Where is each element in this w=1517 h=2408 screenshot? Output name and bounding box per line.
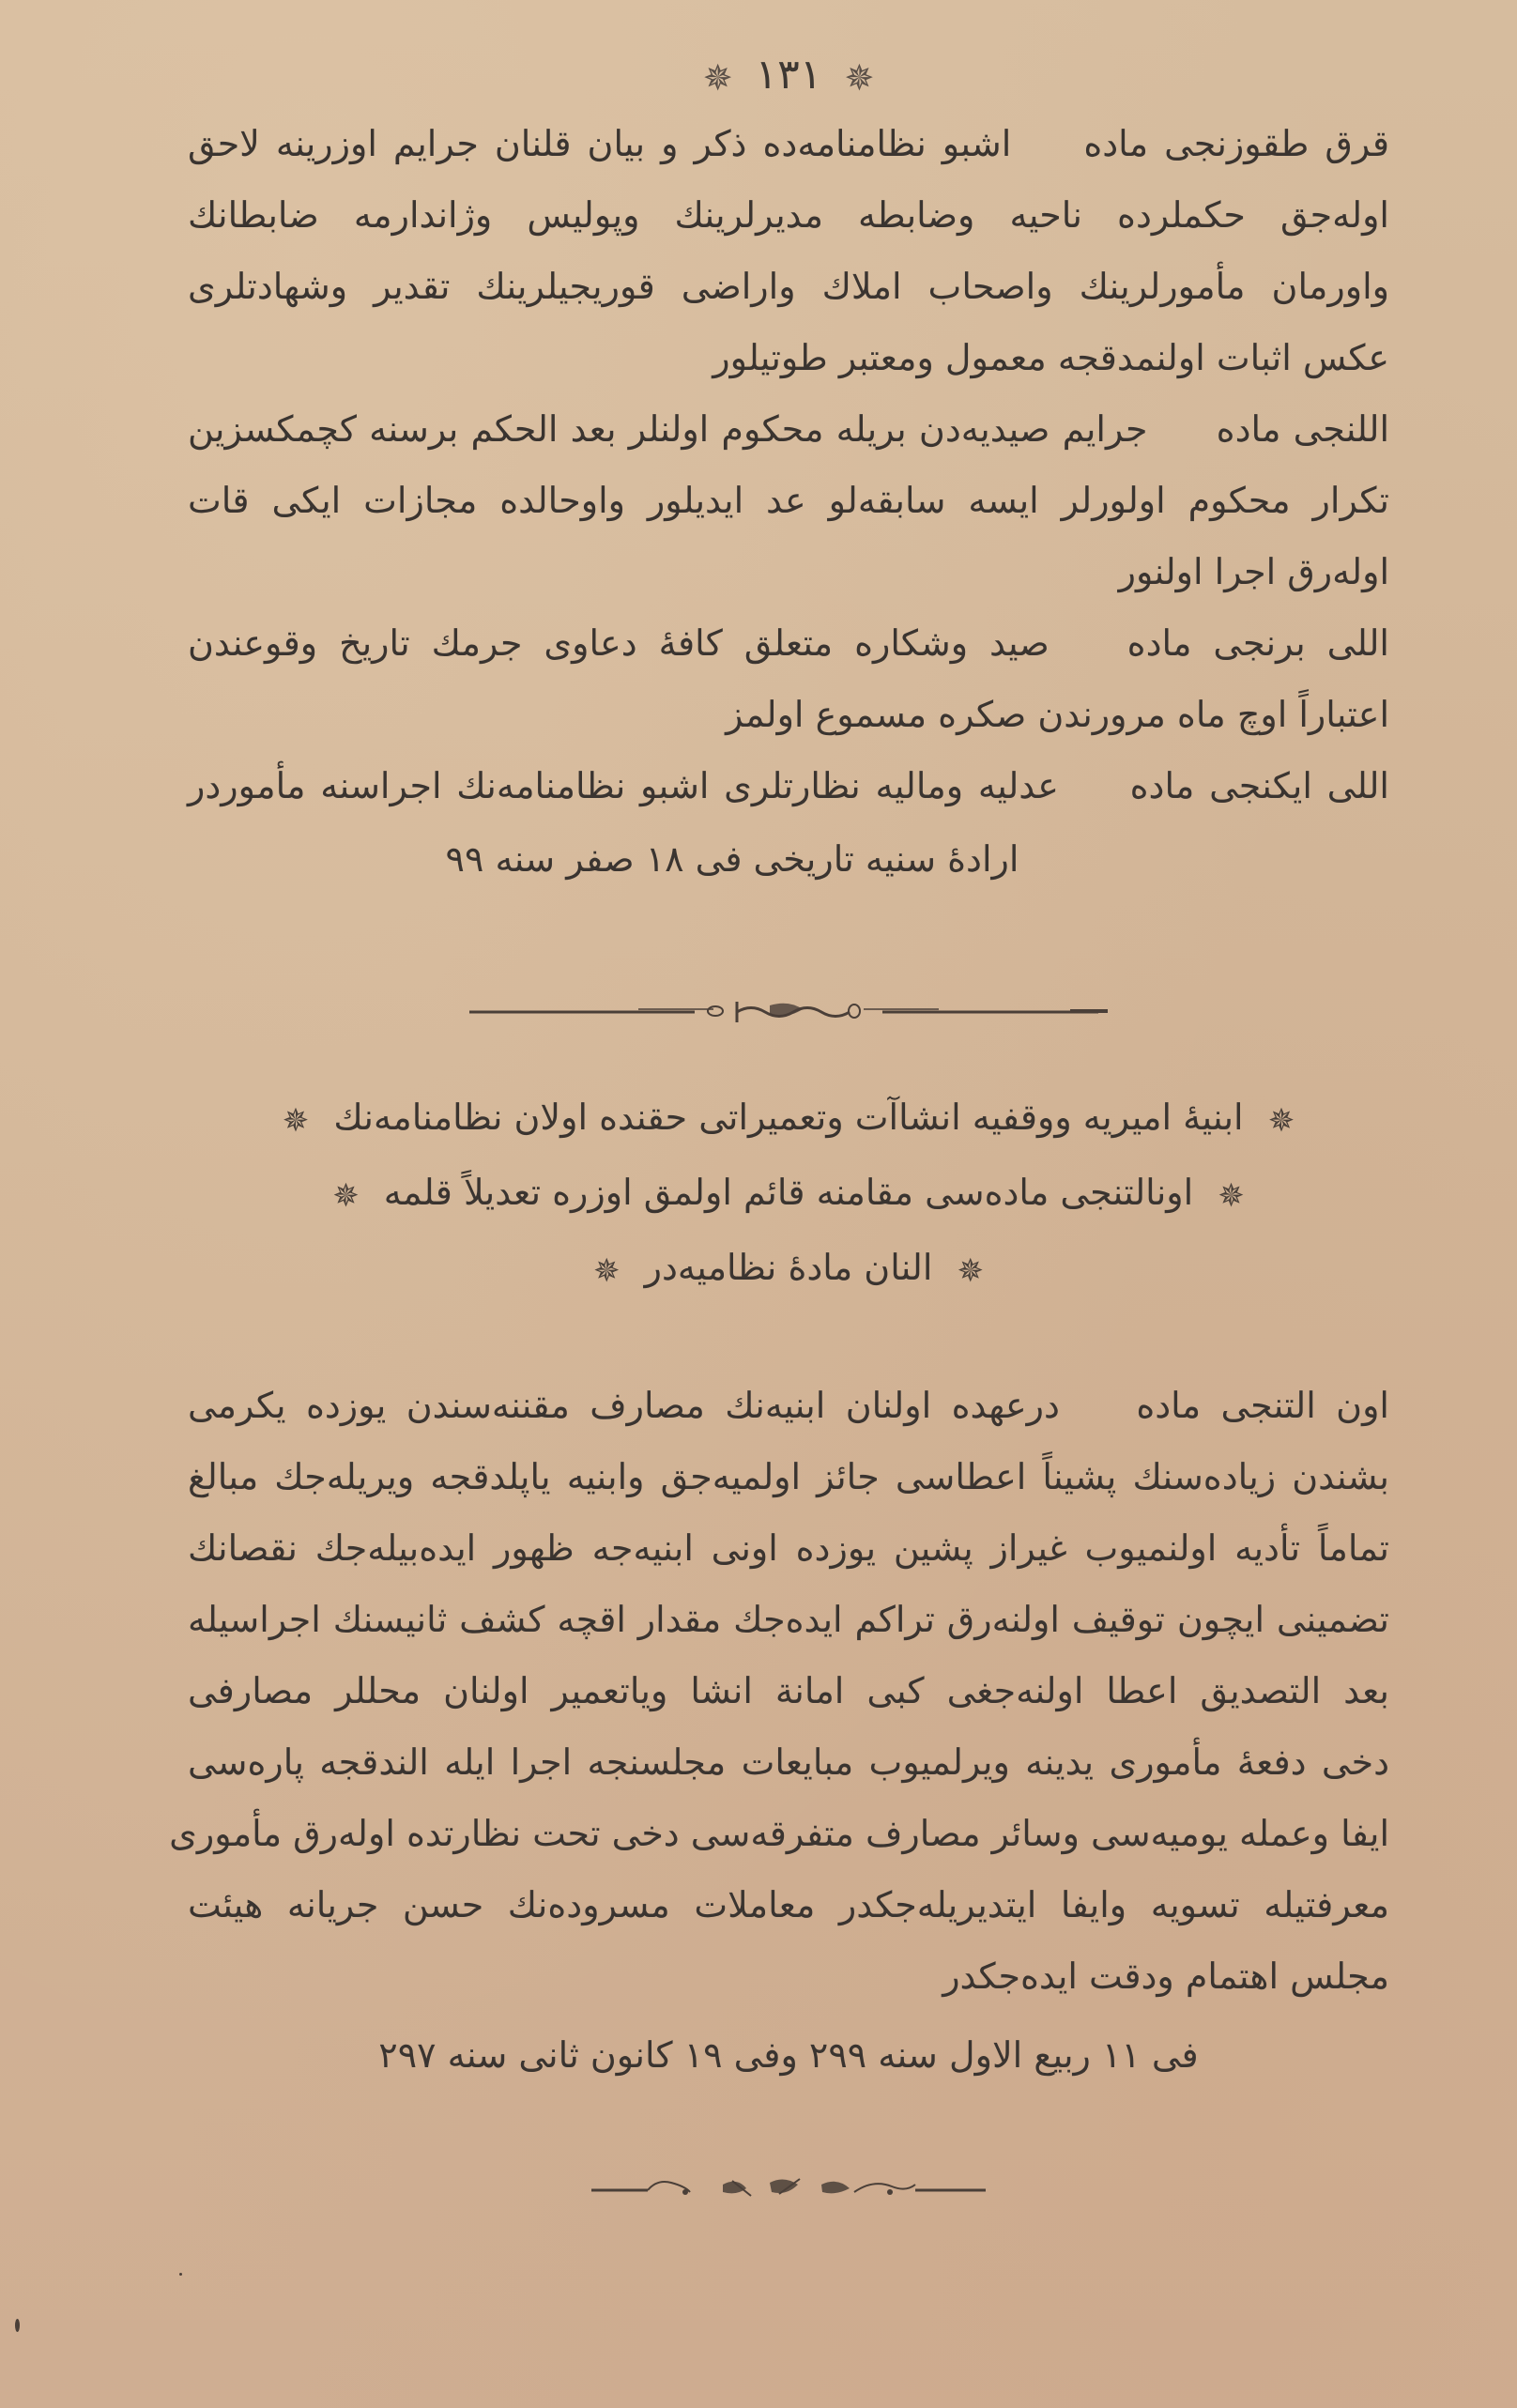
heading-text: اونالتنجی ماده‌سی مقامنه قائم اولمق اوزره تعدیلاً قلمه	[383, 1172, 1194, 1213]
heading-line-1	[188, 1089, 1389, 1155]
article-text: تماماً تأدیه اولنمیوب غیراز پشین یوزده اونی ابنیه‌جه ظهور ایده‌بیله‌جك نقصانك	[188, 1527, 1389, 1569]
enactment-date-text: فی ١١ ربیع الاول سنه ٢٩٩ وفی ١٩ کانون ثانی سنه ٢٩٧	[378, 2034, 1199, 2076]
star-ornament-icon: ✵	[1267, 1101, 1295, 1140]
scan-speck	[179, 2273, 182, 2276]
article-16-line-4	[188, 1592, 1389, 1649]
article-49-line-3	[188, 259, 1389, 315]
article-49-line-4	[188, 330, 1389, 387]
floral-rule-icon	[591, 2171, 986, 2200]
star-ornament-icon: ✵	[332, 1176, 360, 1215]
decree-date-text: ارادهٔ سنیه تاریخی فی ١٨ صفر سنه ٩٩	[445, 838, 1019, 880]
article-text: اعتباراً اوچ ماه مرورندن صکره مسموع اولمز	[726, 694, 1389, 735]
article-text: ایفا وعمله یومیه‌سی وسائر مصارف متفرقه‌سی دخی تحت نظارتده اوله‌رق مأموری	[169, 1813, 1389, 1854]
article-text: تضمینی ایچون توقیف اولنه‌رق تراکم ایده‌جك مقدار اقچه کشف ثانیسنك اجراسیله	[188, 1599, 1389, 1640]
article-label: اللی برنجی ماده	[1126, 622, 1389, 664]
article-16-line-5	[188, 1664, 1389, 1720]
star-ornament-icon: ✵	[844, 56, 875, 99]
article-text: درعهده اولنان ابنیه‌نك مصارف مقننه‌سندن یوزده یکرمی	[188, 1385, 1060, 1426]
heading-line-3	[188, 1239, 1389, 1305]
article-49-line-2	[188, 188, 1389, 244]
article-label: اللنجی ماده	[1216, 408, 1389, 450]
page-number: ١٣١	[755, 51, 822, 99]
article-16-line-2	[188, 1449, 1389, 1506]
ornamental-rule-icon	[469, 998, 1108, 1026]
article-52-line-1	[188, 759, 1389, 815]
article-16-line-9	[188, 1949, 1389, 2005]
ornamental-divider	[188, 993, 1389, 1031]
article-label: اللی ایکنجی ماده	[1129, 765, 1389, 806]
article-text: مجلس اهتمام ودقت ایده‌جکدر	[942, 1956, 1389, 1997]
article-text: دخی دفعهٔ مأموری یدینه ویرلمیوب مبایعات مجلسنجه اجرا ایله الندقجه پاره‌سی	[188, 1741, 1389, 1783]
article-16-line-6	[188, 1735, 1389, 1791]
heading-text: النان مادهٔ نظامیه‌در	[644, 1247, 933, 1288]
article-50-line-2	[188, 473, 1389, 529]
article-50-line-1	[188, 402, 1389, 458]
star-ornament-icon: ✵	[1218, 1176, 1245, 1215]
star-ornament-icon: ✵	[593, 1251, 621, 1290]
star-ornament-icon: ✵	[702, 56, 733, 99]
article-50-line-3	[188, 544, 1389, 601]
article-text: بشندن زیاده‌سنك پشیناً اعطاسی جائز اولمیه‌جق وابنیه یاپلدقجه ویریله‌جك مبالغ	[188, 1456, 1389, 1497]
floral-divider	[188, 2167, 1389, 2204]
enactment-date	[188, 2028, 1389, 2084]
heading-line-2	[188, 1164, 1389, 1230]
article-text: عدلیه ومالیه نظارتلری اشبو نظامنامه‌نك اجراسنه مأموردر	[188, 765, 1059, 806]
page-number-header	[188, 38, 1389, 115]
article-text: بعد التصدیق اعطا اولنه‌جغی کبی امانة انشا ویاتعمیر اولنان محللر مصارفی	[188, 1670, 1389, 1711]
article-label: اون التنجی ماده	[1136, 1385, 1389, 1426]
article-label: قرق طقوزنجی ماده	[1083, 123, 1389, 164]
article-text: عکس اثبات اولنمدقجه معمول ومعتبر طوتیلور	[713, 337, 1389, 378]
article-16-line-8	[188, 1878, 1389, 1934]
article-51-line-2	[188, 687, 1389, 744]
article-text: واورمان مأمورلرینك واصحاب املاك واراضی قوریجیلرینك تقدیر وشهادتلری	[188, 266, 1389, 307]
article-16-line-1	[188, 1378, 1389, 1434]
article-text: جرایم صیدیه‌دن بریله محکوم اولنلر بعد الحکم برسنه کچمکسزین	[188, 408, 1148, 450]
article-16-line-7	[169, 1806, 1389, 1863]
article-text: اوله‌جق حکملرده ناحیه وضابطه مدیرلرینك وپولیس وژاندارمه ضابطانك	[188, 194, 1389, 236]
article-51-line-1	[188, 616, 1389, 672]
article-text: اشبو نظامنامه‌ده ذکر و بیان قلنان جرایم اوزرینه لاحق	[188, 123, 1012, 164]
imperial-decree-date	[188, 832, 1389, 888]
article-text: صید وشکاره متعلق کافهٔ دعاوی جرمك تاریخ وقوعندن	[188, 622, 1050, 664]
article-16-line-3	[188, 1521, 1389, 1577]
article-49-line-1	[188, 116, 1389, 173]
heading-text: ابنیهٔ امیریه ووقفیه انشاآت وتعمیراتی حقنده اولان نظامنامه‌نك	[333, 1097, 1244, 1138]
article-text: معرفتیله تسویه وایفا ایتدیریله‌جکدر معاملات مسروده‌نك حسن جریانه هیئت	[188, 1884, 1389, 1925]
star-ornament-icon: ✵	[957, 1251, 984, 1290]
scan-speck	[15, 2319, 20, 2332]
star-ornament-icon: ✵	[282, 1101, 310, 1140]
article-text: اوله‌رق اجرا اولنور	[1118, 551, 1389, 592]
article-text: تکرار محکوم اولورلر ایسه سابقه‌لو عد ایدیلور واوحالده مجازات ایکی قات	[188, 480, 1389, 521]
